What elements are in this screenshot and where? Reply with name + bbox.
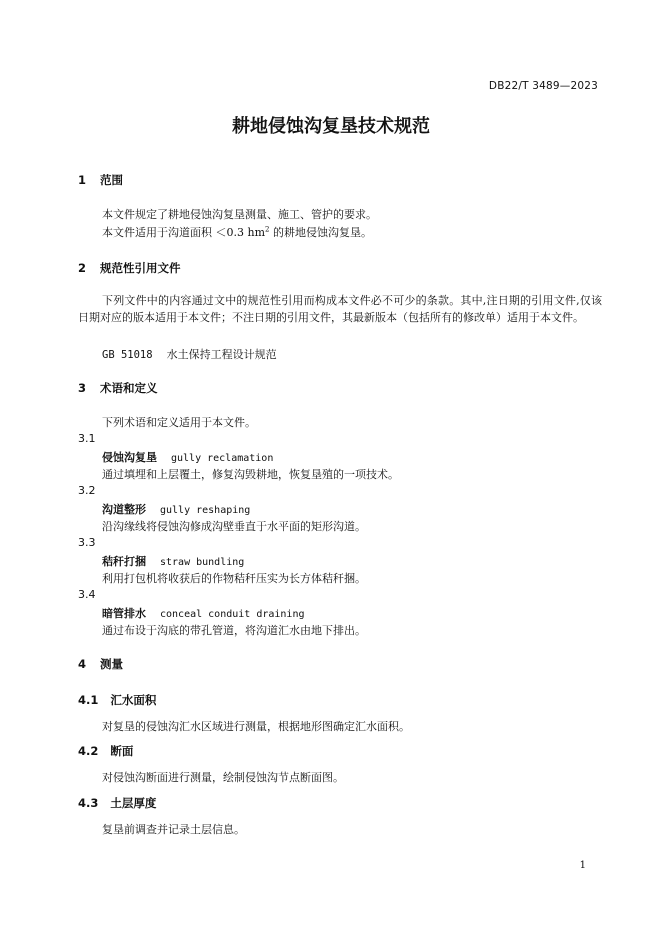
section-title: 术语和定义: [100, 381, 158, 395]
section-2-heading: [78, 260, 181, 276]
term-chinese: 沟道整形: [102, 503, 146, 516]
term-definition: 通过布设于沟底的带孔管道，将沟道汇水由地下排出。: [102, 624, 366, 637]
section-1-paragraph-2: [102, 224, 372, 240]
section-number: 3: [78, 381, 87, 395]
section-number: 1: [78, 173, 87, 187]
reference-code: GB 51018: [102, 349, 153, 361]
term-definition: 沿沟缘线将侵蚀沟修成沟壁垂直于水平面的矩形沟道。: [102, 520, 366, 533]
superscript: 2: [265, 225, 270, 234]
subsection-text: 对复垦的侵蚀沟汇水区域进行测量，根据地形图确定汇水面积。: [102, 720, 410, 733]
section-title: 规范性引用文件: [100, 261, 181, 275]
normative-reference: [102, 346, 277, 362]
section-1-paragraph-1: 本文件规定了耕地侵蚀沟复垦测量、施工、管护的要求。: [102, 208, 377, 221]
term-heading: [102, 449, 273, 465]
term-english: conceal conduit draining: [160, 609, 305, 620]
document-code: DB22/T 3489—2023: [488, 80, 598, 92]
term-chinese: 侵蚀沟复垦: [102, 451, 157, 464]
subsection-title: 断面: [110, 744, 134, 758]
term-definition: 通过填埋和上层覆土，修复沟毁耕地，恢复垦殖的一项技术。: [102, 468, 399, 481]
subsection-text: 复垦前调查并记录土层信息。: [102, 823, 245, 836]
reference-title: 水土保持工程设计规范: [166, 348, 277, 361]
term-chinese: 暗管排水: [102, 607, 146, 620]
subsection-text: 对侵蚀沟断面进行测量，绘制侵蚀沟节点断面图。: [102, 771, 344, 784]
term-number: 3.1: [78, 432, 96, 445]
document-title: 耕地侵蚀沟复垦技术规范: [232, 116, 430, 137]
section-title: 范围: [100, 173, 124, 187]
section-number: 2: [78, 261, 87, 275]
term-heading: [102, 605, 305, 621]
subsection-heading: [78, 743, 133, 759]
term-english: gully reclamation: [171, 453, 274, 464]
text-segment: 的耕地侵蚀沟复垦。: [269, 226, 372, 239]
section-4-heading: [78, 656, 123, 672]
term-number: 3.2: [78, 484, 96, 497]
term-english: gully reshaping: [160, 505, 251, 516]
subsection-number: 4.3: [78, 796, 99, 810]
section-2-paragraph: 下列文件中的内容通过文中的规范性引用而构成本文件必不可少的条款。其中,注日期的引用文件,仅该日期对应的版本适用于本文件；不注日期的引用文件，其最新版本（包括所有的修改单）适用于本文件。: [78, 294, 602, 324]
subsection-heading: [78, 692, 156, 708]
term-heading: [102, 553, 244, 569]
text-segment: 本文件适用于沟道面积 ＜0.3 hm: [102, 226, 266, 239]
subsection-heading: [78, 795, 156, 811]
term-chinese: 秸秆打捆: [102, 555, 146, 568]
subsection-title: 汇水面积: [110, 693, 157, 707]
term-number: 3.3: [78, 536, 96, 549]
page-number: 1: [579, 860, 586, 871]
term-english: straw bundling: [160, 557, 245, 568]
term-number: 3.4: [78, 588, 96, 601]
section-1-heading: [78, 172, 123, 188]
subsection-number: 4.1: [78, 693, 99, 707]
section-3-heading: [78, 380, 158, 396]
subsection-number: 4.2: [78, 744, 99, 758]
section-title: 测量: [100, 657, 124, 671]
term-definition: 利用打包机将收获后的作物秸秆压实为长方体秸秆捆。: [102, 572, 366, 585]
term-heading: [102, 501, 250, 517]
section-3-intro: 下列术语和定义适用于本文件。: [102, 416, 256, 429]
subsection-title: 土层厚度: [110, 796, 157, 810]
section-number: 4: [78, 657, 87, 671]
